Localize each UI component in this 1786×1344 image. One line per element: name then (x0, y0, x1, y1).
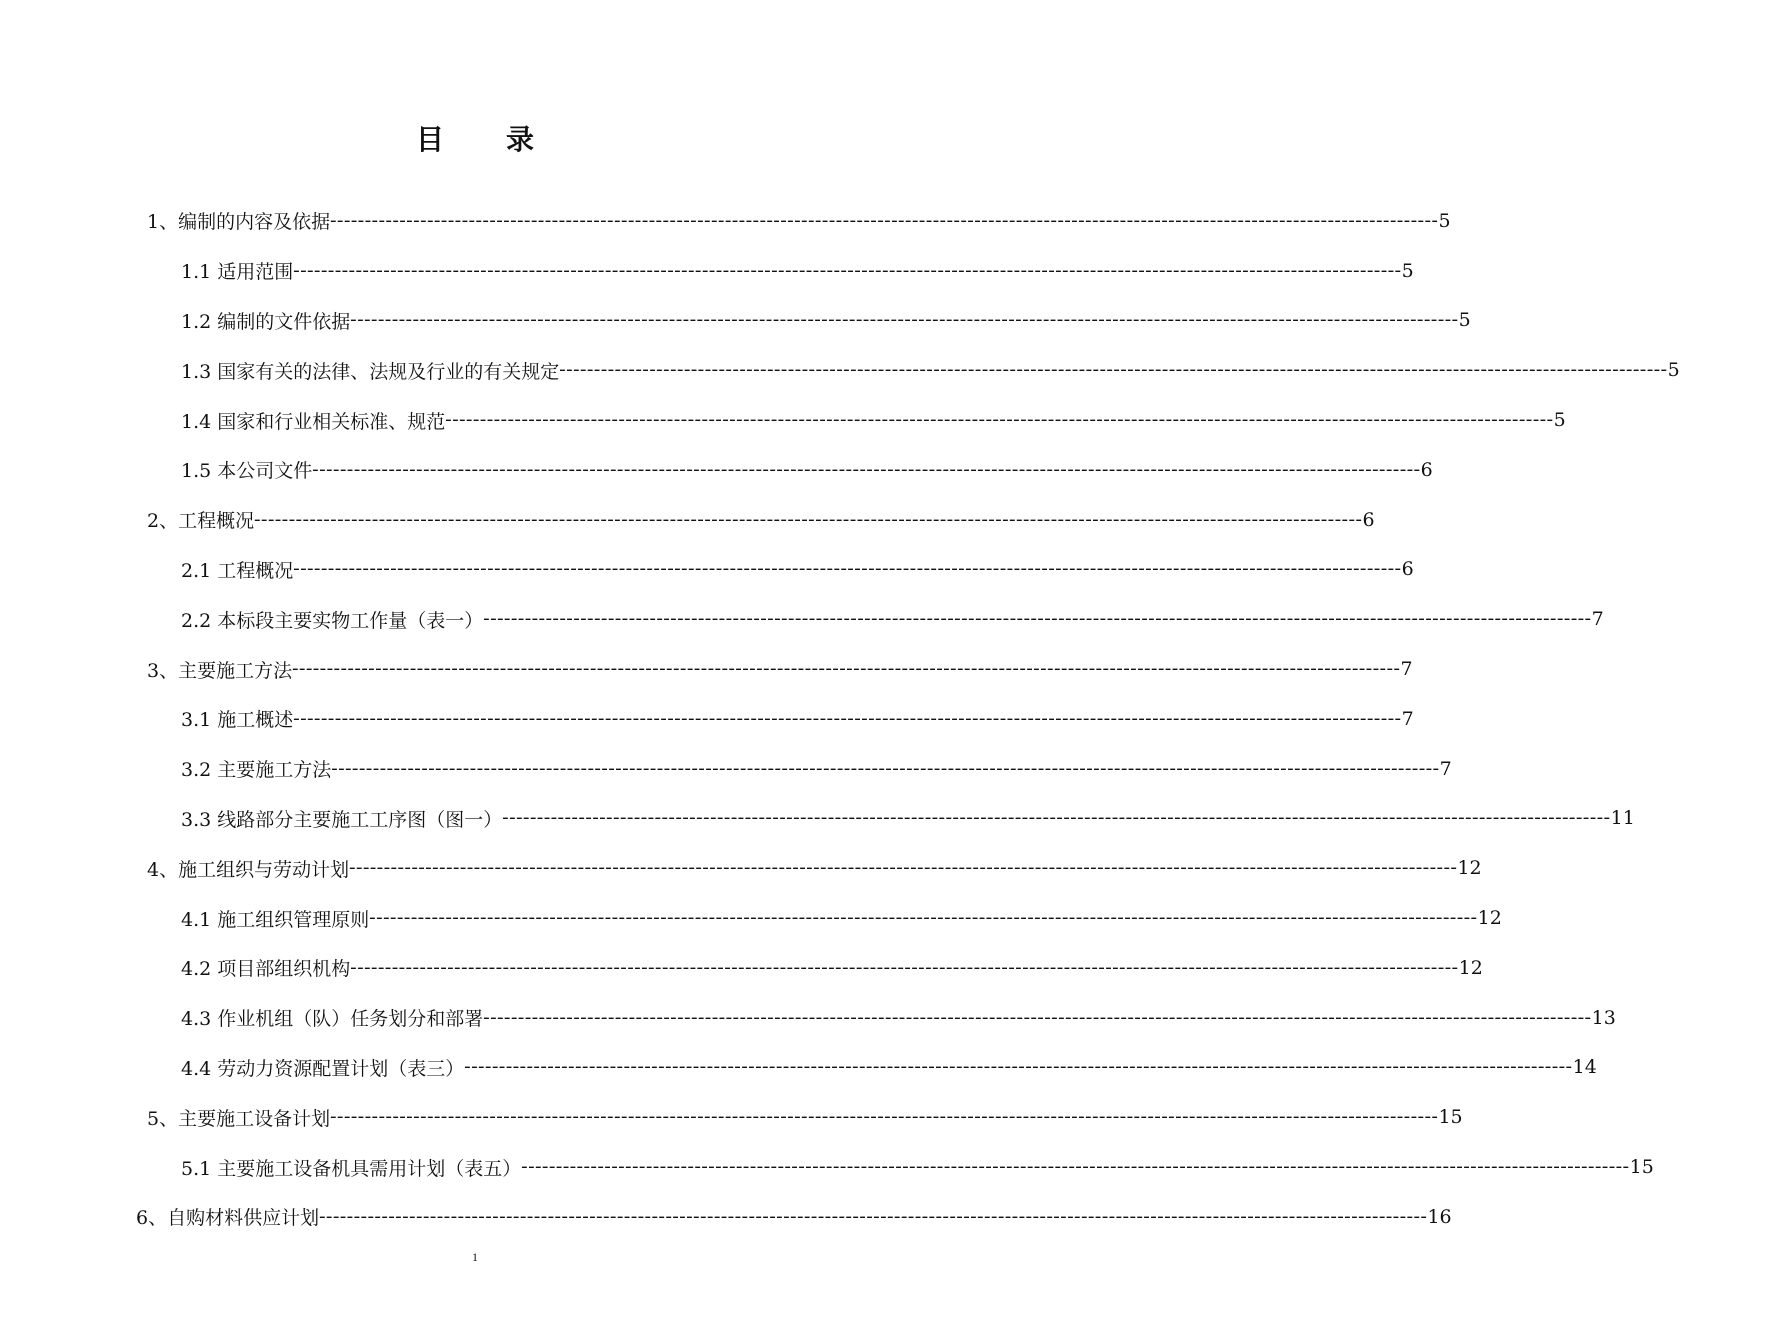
toc-entry-label: 5.1 主要施工设备机具需用计划（表五） (181, 1157, 522, 1180)
toc-dot-leader: ---------------------------------------------------------------------------------------------------------------------------------------------------------------- (350, 309, 1459, 331)
toc-entry[interactable] (0, 744, 1452, 794)
toc-dot-leader: ---------------------------------------------------------------------------------------------------------------------------------------------------------------- (464, 1056, 1573, 1078)
toc-dot-leader: ---------------------------------------------------------------------------------------------------------------------------------------------------------------- (559, 359, 1668, 381)
toc-dot-leader: ---------------------------------------------------------------------------------------------------------------------------------------------------------------- (483, 608, 1592, 630)
toc-entry-page: 5 (1438, 209, 1451, 232)
toc-dot-leader: ---------------------------------------------------------------------------------------------------------------------------------------------------------------- (254, 508, 1363, 530)
toc-entry-label: 1.1 适用范围 (181, 261, 294, 284)
toc-dot-leader: ---------------------------------------------------------------------------------------------------------------------------------------------------------------- (369, 907, 1478, 929)
toc-entry-page: 12 (1477, 907, 1502, 930)
toc-entry-label: 4、施工组织与劳动计划 (147, 858, 350, 881)
toc-entry-page: 15 (1438, 1106, 1463, 1129)
toc-entry-label: 1、编制的内容及依据 (147, 211, 331, 234)
toc-entry-label: 1.5 本公司文件 (181, 460, 313, 483)
toc-dot-leader: ---------------------------------------------------------------------------------------------------------------------------------------------------------------- (483, 1006, 1592, 1028)
toc-entry-label: 1.4 国家和行业相关标准、规范 (181, 410, 446, 433)
toc-entry-page: 5 (1667, 359, 1680, 382)
title-char-2: 录 (506, 123, 535, 156)
toc-entry-page: 5 (1553, 409, 1566, 432)
toc-entry[interactable] (0, 246, 1414, 296)
toc-entry-label: 4.4 劳动力资源配置计划（表三） (181, 1057, 465, 1080)
toc-entry-label: 3.3 线路部分主要施工工序图（图一） (181, 808, 503, 831)
toc-entry-page: 12 (1458, 956, 1483, 979)
toc-entry-page: 6 (1401, 558, 1414, 581)
toc-entry-label: 5、主要施工设备计划 (147, 1107, 331, 1130)
toc-dot-leader: ---------------------------------------------------------------------------------------------------------------------------------------------------------------- (292, 658, 1401, 680)
toc-entry[interactable] (0, 644, 1413, 694)
toc-entry[interactable] (0, 1092, 1463, 1142)
toc-entry-page: 5 (1458, 309, 1471, 332)
toc-entry[interactable] (0, 445, 1433, 495)
toc-dot-leader: ---------------------------------------------------------------------------------------------------------------------------------------------------------------- (445, 409, 1554, 431)
toc-entry[interactable] (0, 345, 1680, 395)
toc-dot-leader: ---------------------------------------------------------------------------------------------------------------------------------------------------------------- (521, 1156, 1630, 1178)
toc-entry-page: 15 (1629, 1156, 1654, 1179)
toc-entry[interactable] (0, 893, 1502, 943)
toc-dot-leader: ---------------------------------------------------------------------------------------------------------------------------------------------------------------- (502, 807, 1611, 829)
toc-entry[interactable] (0, 1043, 1597, 1093)
page-title (0, 118, 950, 158)
toc-entry-page: 7 (1439, 757, 1452, 780)
toc-dot-leader: ---------------------------------------------------------------------------------------------------------------------------------------------------------------- (312, 458, 1421, 480)
toc-dot-leader: ---------------------------------------------------------------------------------------------------------------------------------------------------------------- (293, 259, 1402, 281)
toc-entry-label: 4.2 项目部组织机构 (181, 958, 351, 981)
toc-dot-leader: ---------------------------------------------------------------------------------------------------------------------------------------------------------------- (293, 558, 1402, 580)
toc-entry-page: 16 (1427, 1205, 1452, 1228)
toc-dot-leader: ---------------------------------------------------------------------------------------------------------------------------------------------------------------- (293, 707, 1402, 729)
toc-dot-leader: ---------------------------------------------------------------------------------------------------------------------------------------------------------------- (349, 857, 1458, 879)
toc-entry-label: 1.2 编制的文件依据 (181, 310, 351, 333)
toc-entry-label: 3、主要施工方法 (147, 659, 293, 682)
table-of-contents (0, 196, 1680, 1242)
toc-entry-label: 4.1 施工组织管理原则 (181, 908, 370, 931)
toc-entry-page: 14 (1572, 1056, 1597, 1079)
toc-entry-label: 3.2 主要施工方法 (181, 759, 332, 782)
toc-entry[interactable] (0, 694, 1414, 744)
toc-entry-page: 7 (1591, 608, 1604, 631)
toc-dot-leader: ---------------------------------------------------------------------------------------------------------------------------------------------------------------- (330, 209, 1439, 231)
toc-entry-page: 11 (1610, 807, 1635, 830)
toc-entry-label: 4.3 作业机组（队）任务划分和部署 (181, 1008, 484, 1031)
toc-entry-label: 3.1 施工概述 (181, 709, 294, 732)
toc-dot-leader: ---------------------------------------------------------------------------------------------------------------------------------------------------------------- (319, 1205, 1428, 1227)
footer-page-number: 1 (472, 1250, 478, 1264)
toc-entry[interactable] (0, 395, 1566, 445)
toc-entry-page: 7 (1400, 658, 1413, 681)
toc-entry-page: 7 (1401, 707, 1414, 730)
toc-dot-leader: ---------------------------------------------------------------------------------------------------------------------------------------------------------------- (331, 757, 1440, 779)
toc-entry[interactable] (0, 843, 1482, 893)
toc-entry-page: 6 (1362, 508, 1375, 531)
toc-entry-page: 13 (1591, 1006, 1616, 1029)
toc-entry[interactable] (0, 495, 1375, 545)
toc-entry-label: 2、工程概况 (147, 510, 255, 533)
title-char-1: 目 (415, 123, 444, 156)
toc-dot-leader: ---------------------------------------------------------------------------------------------------------------------------------------------------------------- (350, 956, 1459, 978)
toc-entry[interactable] (0, 196, 1451, 246)
toc-dot-leader: ---------------------------------------------------------------------------------------------------------------------------------------------------------------- (330, 1106, 1439, 1128)
toc-entry[interactable] (0, 794, 1635, 844)
toc-entry[interactable] (0, 594, 1604, 644)
toc-entry-page: 5 (1401, 259, 1414, 282)
toc-entry[interactable] (0, 545, 1414, 595)
toc-entry[interactable] (0, 943, 1483, 993)
toc-entry-label: 2.1 工程概况 (181, 559, 294, 582)
toc-entry[interactable] (0, 296, 1471, 346)
toc-entry-page: 6 (1420, 458, 1433, 481)
toc-entry-label: 6、自购材料供应计划 (136, 1207, 320, 1230)
toc-entry[interactable] (0, 1142, 1654, 1192)
toc-entry-label: 2.2 本标段主要实物工作量（表一） (181, 609, 484, 632)
toc-entry[interactable] (0, 993, 1616, 1043)
toc-entry-label: 1.3 国家有关的法律、法规及行业的有关规定 (181, 360, 560, 383)
toc-entry[interactable] (0, 1192, 1452, 1242)
toc-entry-page: 12 (1457, 857, 1482, 880)
